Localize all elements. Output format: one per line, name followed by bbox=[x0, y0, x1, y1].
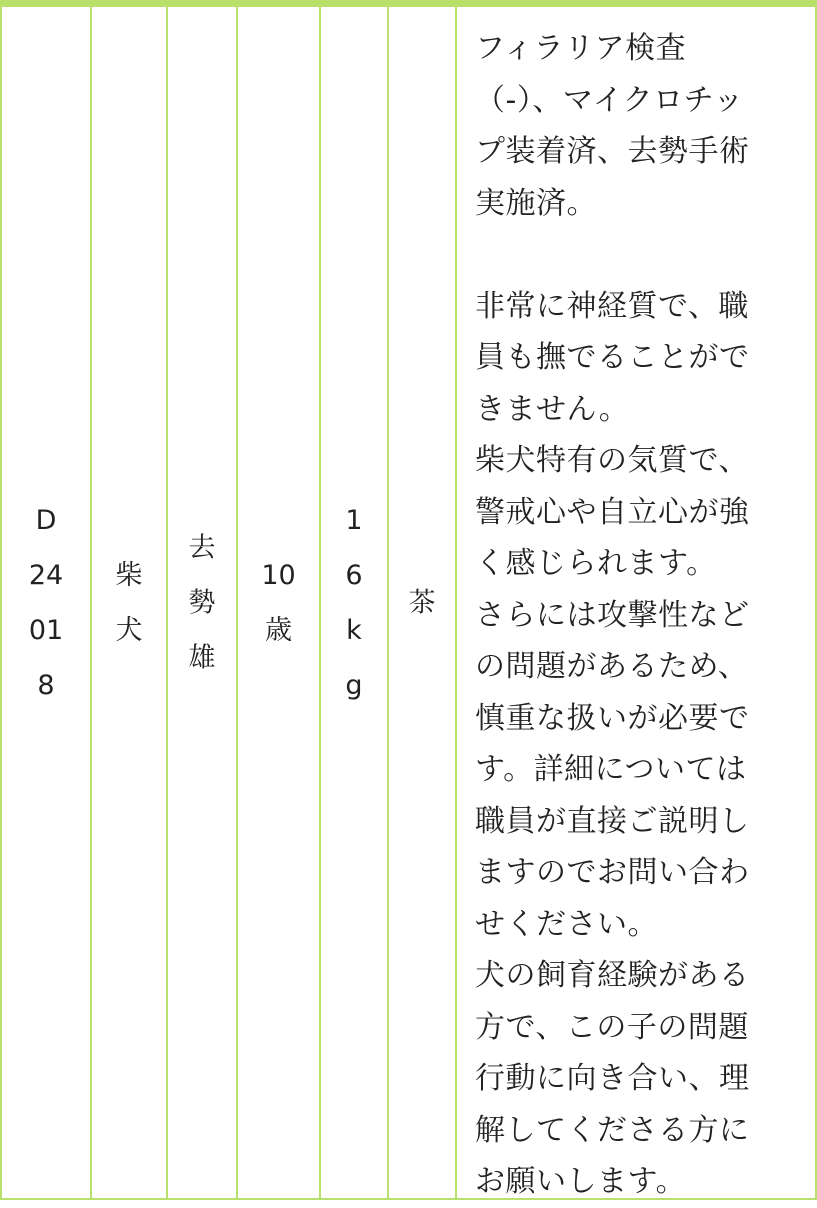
color-cell bbox=[387, 7, 455, 1198]
notes-line: 柴犬特有の気質で、 bbox=[475, 443, 749, 478]
notes-line: 実施済。 bbox=[475, 185, 597, 221]
breed-cell bbox=[90, 7, 166, 1198]
notes-text bbox=[475, 23, 805, 1208]
notes-line: お願いします。 bbox=[475, 1164, 687, 1199]
id-line: D bbox=[35, 504, 57, 536]
id-line: 8 bbox=[37, 669, 55, 701]
notes-line: （-）、マイクロチッ bbox=[475, 82, 744, 118]
breed-line: 犬 bbox=[115, 614, 143, 646]
sex-value bbox=[168, 520, 236, 685]
color-value bbox=[389, 575, 455, 630]
notes-line: 警戒心や自立心が強 bbox=[475, 494, 750, 530]
notes-line: 員も撫でることがで bbox=[475, 340, 750, 375]
notes-line: す。詳細については bbox=[475, 752, 747, 787]
sex-line: 勢 bbox=[188, 587, 216, 618]
age-cell bbox=[236, 7, 319, 1198]
id-line: 01 bbox=[28, 614, 64, 646]
notes-line: せください。 bbox=[475, 906, 658, 942]
notes-cell bbox=[455, 7, 817, 1198]
notes-line: 犬の飼育経験がある bbox=[475, 958, 750, 993]
sex-cell bbox=[166, 7, 236, 1198]
color-line: 茶 bbox=[408, 587, 436, 618]
notes-line: ますのでお問い合わ bbox=[475, 855, 750, 890]
weight-cell bbox=[319, 7, 387, 1198]
weight-line: 6 bbox=[345, 559, 363, 591]
breed-line: 柴 bbox=[115, 559, 143, 591]
notes-line: 解してくださる方に bbox=[475, 1112, 750, 1148]
weight-line: k bbox=[346, 614, 362, 646]
notes-line: きません。 bbox=[475, 391, 630, 427]
notes-line: 方で、この子の問題 bbox=[475, 1009, 749, 1045]
notes-line: さらには攻撃性など bbox=[475, 597, 750, 633]
table-row bbox=[0, 7, 817, 1200]
notes-line: プ装着済、去勢手術 bbox=[475, 134, 750, 169]
notes-line: の問題があるため、 bbox=[475, 649, 749, 684]
id-line: 24 bbox=[28, 559, 64, 591]
table-top-border bbox=[0, 0, 817, 7]
weight-value bbox=[321, 493, 387, 713]
id-cell bbox=[0, 7, 90, 1198]
notes-line: フィラリア検査 bbox=[475, 31, 687, 66]
notes-line: 行動に向き合い、理 bbox=[475, 1061, 750, 1096]
notes-line: 慎重な扱いが必要で bbox=[475, 700, 750, 736]
id-value bbox=[2, 493, 90, 713]
breed-value bbox=[92, 548, 166, 658]
age-value bbox=[238, 548, 319, 658]
paragraph-gap bbox=[475, 229, 805, 281]
weight-line: g bbox=[345, 669, 363, 701]
age-line: 10 bbox=[261, 559, 296, 591]
age-line: 歳 bbox=[265, 614, 292, 646]
notes-line: 非常に神経質で、職 bbox=[475, 288, 749, 324]
weight-line: 1 bbox=[345, 504, 363, 536]
sex-line: 雄 bbox=[188, 642, 216, 673]
notes-line: 職員が直接ご説明し bbox=[475, 803, 750, 839]
notes-line: く感じられます。 bbox=[475, 546, 717, 581]
sex-line: 去 bbox=[188, 532, 216, 563]
